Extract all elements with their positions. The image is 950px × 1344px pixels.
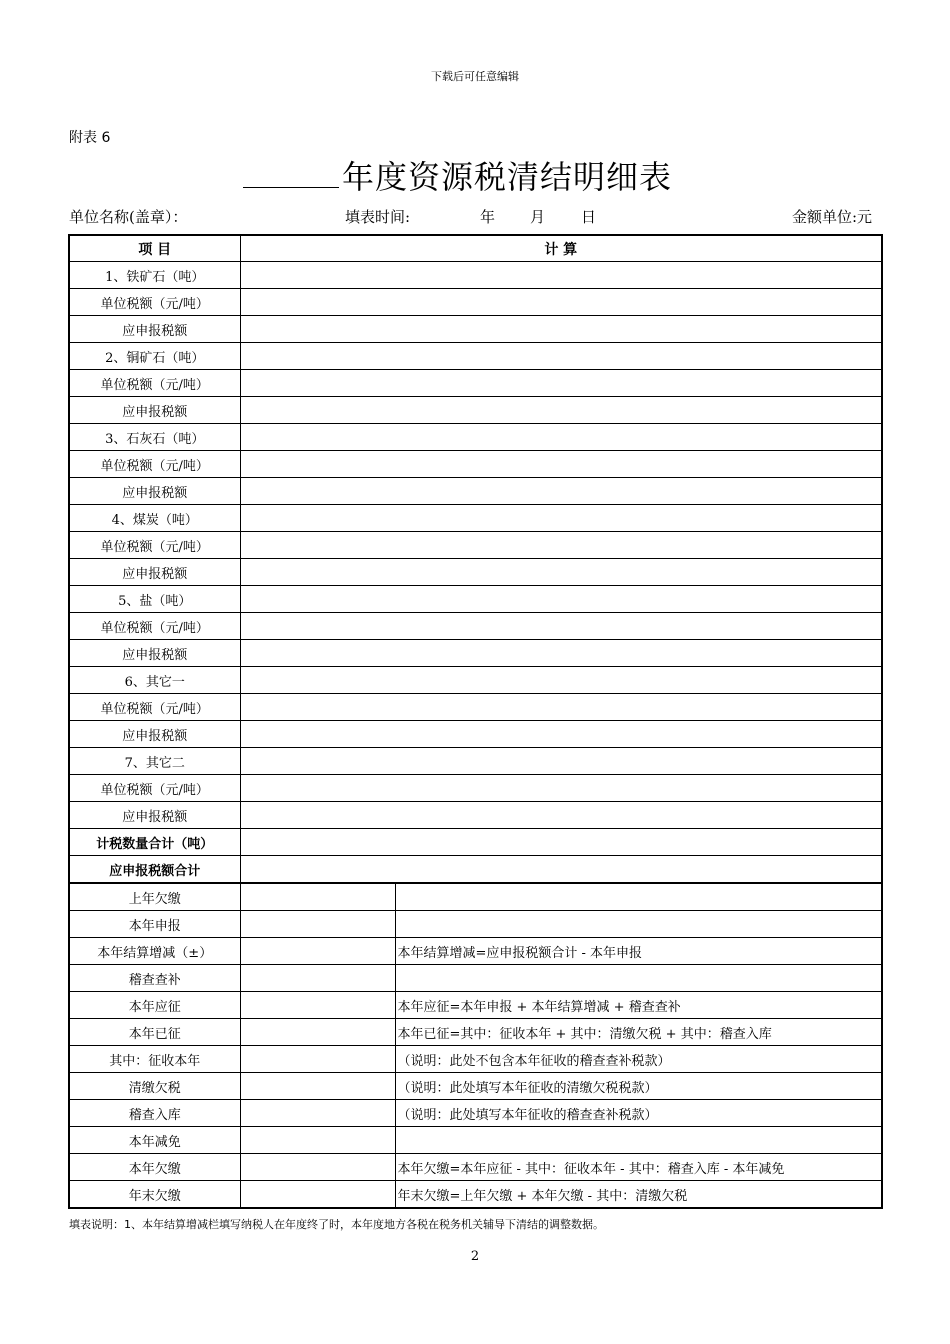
header-calc: 计 算 — [240, 235, 882, 262]
item-label: 应申报税额 — [69, 640, 240, 667]
table-row — [69, 532, 882, 559]
settlement-row — [69, 1073, 882, 1100]
calc-cell[interactable] — [240, 559, 882, 586]
fill-time-label: 填表时间: — [345, 208, 411, 226]
formula-cell — [395, 965, 882, 992]
item-label: 7、其它二 — [69, 748, 240, 775]
calc-cell[interactable] — [240, 478, 882, 505]
item-label: 4、煤炭（吨） — [69, 505, 240, 532]
item-label: 应申报税额 — [69, 316, 240, 343]
settlement-row — [69, 1100, 882, 1127]
table-row — [69, 559, 882, 586]
calc-cell[interactable] — [240, 586, 882, 613]
settlement-row — [69, 911, 882, 938]
item-label: 单位税额（元/吨） — [69, 613, 240, 640]
formula-cell: 本年应征=本年申报 + 本年结算增减 + 稽查查补 — [395, 992, 882, 1019]
settlement-label: 本年申报 — [69, 911, 240, 938]
calc-cell[interactable] — [240, 505, 882, 532]
date-year-label: 年 — [480, 208, 496, 226]
table-row — [69, 694, 882, 721]
formula-cell: （说明：此处不包含本年征收的稽查查补税款） — [395, 1046, 882, 1073]
formula-cell: （说明：此处填写本年征收的清缴欠税税款） — [395, 1073, 882, 1100]
amount-cell[interactable] — [240, 1181, 395, 1209]
formula-cell: 年末欠缴=上年欠缴 + 本年欠缴 - 其中：清缴欠税 — [395, 1181, 882, 1209]
settlement-row — [69, 1127, 882, 1154]
table-header-row — [69, 235, 882, 262]
table-row — [69, 343, 882, 370]
settlement-label: 年末欠缴 — [69, 1181, 240, 1209]
calc-cell[interactable] — [240, 640, 882, 667]
appendix-label: 附表 6 — [69, 130, 111, 146]
amount-cell[interactable] — [240, 992, 395, 1019]
date-month-label: 月 — [530, 208, 546, 226]
item-label: 1、铁矿石（吨） — [69, 262, 240, 289]
item-label: 应申报税额 — [69, 721, 240, 748]
table-row — [69, 289, 882, 316]
item-label: 单位税额（元/吨） — [69, 370, 240, 397]
item-label: 应申报税额 — [69, 478, 240, 505]
amount-cell[interactable] — [240, 1100, 395, 1127]
settlement-label: 稽查查补 — [69, 965, 240, 992]
table-row — [69, 748, 882, 775]
settlement-label: 本年结算增减（±） — [69, 938, 240, 965]
title-blank-line — [243, 187, 339, 188]
formula-cell: 本年欠缴=本年应征 - 其中：征收本年 - 其中：稽查入库 - 本年减免 — [395, 1154, 882, 1181]
settlement-label: 清缴欠税 — [69, 1073, 240, 1100]
calc-cell[interactable] — [240, 775, 882, 802]
table-row — [69, 262, 882, 289]
settlement-label: 本年减免 — [69, 1127, 240, 1154]
table-row — [69, 613, 882, 640]
table-row — [69, 721, 882, 748]
total-row — [69, 829, 882, 856]
header-item: 项 目 — [69, 235, 240, 262]
amount-cell[interactable] — [240, 911, 395, 938]
footnote: 填表说明：1、本年结算增减栏填写纳税人在年度终了时，本年度地方各税在税务机关辅导下清结的调整数据。 — [69, 1218, 604, 1231]
table-row — [69, 316, 882, 343]
tax-settlement-table — [68, 234, 883, 1209]
settlement-label: 上年欠缴 — [69, 883, 240, 911]
settlement-row — [69, 1019, 882, 1046]
table-row — [69, 397, 882, 424]
page-number: 2 — [470, 1249, 480, 1264]
table-row — [69, 802, 882, 829]
item-label: 6、其它一 — [69, 667, 240, 694]
calc-cell[interactable] — [240, 667, 882, 694]
item-label: 3、石灰石（吨） — [69, 424, 240, 451]
settlement-row — [69, 965, 882, 992]
calc-cell[interactable] — [240, 748, 882, 775]
unit-name-label: 单位名称(盖章）： — [69, 208, 188, 226]
item-label: 应申报税额 — [69, 802, 240, 829]
calc-cell[interactable] — [240, 262, 882, 289]
settlement-label: 稽查入库 — [69, 1100, 240, 1127]
calc-cell[interactable] — [240, 613, 882, 640]
calc-cell[interactable] — [240, 856, 882, 884]
item-label: 5、盐（吨） — [69, 586, 240, 613]
item-label: 单位税额（元/吨） — [69, 451, 240, 478]
item-label: 应申报税额 — [69, 397, 240, 424]
settlement-label: 本年欠缴 — [69, 1154, 240, 1181]
total-label: 应申报税额合计 — [69, 856, 240, 884]
amount-cell[interactable] — [240, 965, 395, 992]
settlement-row — [69, 883, 882, 911]
item-label: 单位税额（元/吨） — [69, 694, 240, 721]
calc-cell[interactable] — [240, 532, 882, 559]
settlement-label: 本年已征 — [69, 1019, 240, 1046]
formula-cell — [395, 883, 882, 911]
calc-cell[interactable] — [240, 343, 882, 370]
calc-cell[interactable] — [240, 316, 882, 343]
amount-cell[interactable] — [240, 1127, 395, 1154]
table-row — [69, 640, 882, 667]
item-label: 应申报税额 — [69, 559, 240, 586]
calc-cell[interactable] — [240, 370, 882, 397]
table-row — [69, 451, 882, 478]
amount-cell[interactable] — [240, 1154, 395, 1181]
item-label: 单位税额（元/吨） — [69, 289, 240, 316]
item-label: 单位税额（元/吨） — [69, 532, 240, 559]
formula-cell: 本年结算增减=应申报税额合计 - 本年申报 — [395, 938, 882, 965]
amount-cell[interactable] — [240, 883, 395, 911]
calc-cell[interactable] — [240, 289, 882, 316]
settlement-label: 其中：征收本年 — [69, 1046, 240, 1073]
table-row — [69, 505, 882, 532]
amount-cell[interactable] — [240, 1073, 395, 1100]
calc-cell[interactable] — [240, 802, 882, 829]
table-row — [69, 775, 882, 802]
formula-cell — [395, 911, 882, 938]
table-row — [69, 478, 882, 505]
settlement-row — [69, 1154, 882, 1181]
page-title: 年度资源税清结明细表 — [342, 158, 673, 196]
currency-unit-label: 金额单位:元 — [791, 208, 872, 226]
settlement-row — [69, 992, 882, 1019]
calc-cell[interactable] — [240, 694, 882, 721]
calc-cell[interactable] — [240, 451, 882, 478]
total-label: 计税数量合计（吨） — [69, 829, 240, 856]
calc-cell[interactable] — [240, 829, 882, 856]
settlement-row — [69, 1181, 882, 1209]
amount-cell[interactable] — [240, 1046, 395, 1073]
date-day-label: 日 — [581, 208, 597, 226]
calc-cell[interactable] — [240, 721, 882, 748]
settlement-row — [69, 1046, 882, 1073]
amount-cell[interactable] — [240, 938, 395, 965]
header-note: 下载后可任意编辑 — [431, 70, 519, 83]
formula-cell — [395, 1127, 882, 1154]
formula-cell: （说明：此处填写本年征收的稽查查补税款） — [395, 1100, 882, 1127]
table-row — [69, 424, 882, 451]
item-label: 2、铜矿石（吨） — [69, 343, 240, 370]
amount-cell[interactable] — [240, 1019, 395, 1046]
table-row — [69, 667, 882, 694]
calc-cell[interactable] — [240, 424, 882, 451]
total-row — [69, 856, 882, 884]
settlement-label: 本年应征 — [69, 992, 240, 1019]
item-label: 单位税额（元/吨） — [69, 775, 240, 802]
table-row — [69, 586, 882, 613]
calc-cell[interactable] — [240, 397, 882, 424]
formula-cell: 本年已征=其中：征收本年 + 其中：清缴欠税 + 其中：稽查入库 — [395, 1019, 882, 1046]
table-row — [69, 370, 882, 397]
settlement-row — [69, 938, 882, 965]
